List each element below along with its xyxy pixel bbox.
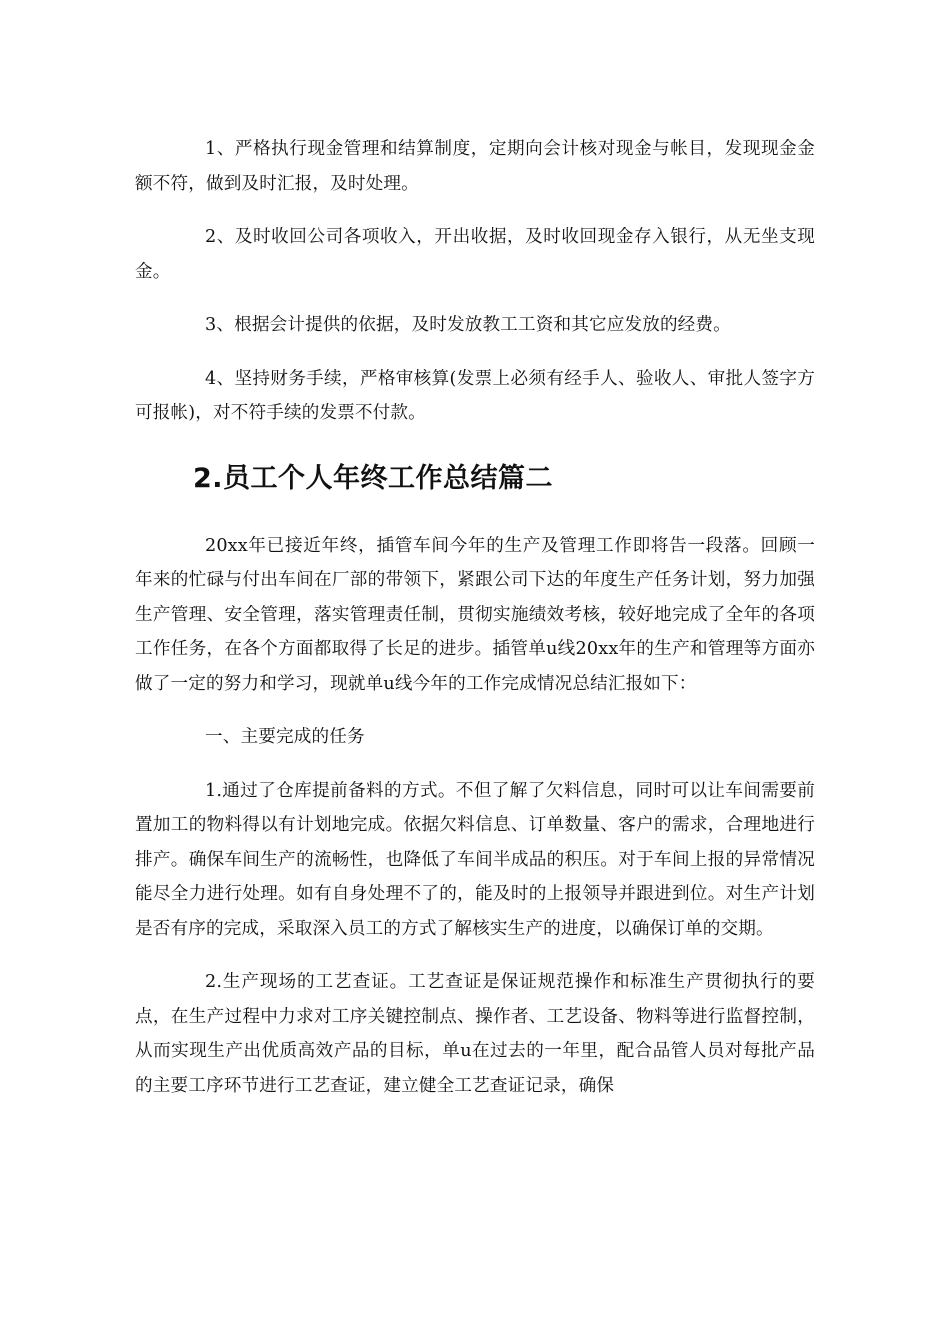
- paragraph-pay-wages: 3、根据会计提供的依据，及时发放教工工资和其它应发放的经费。: [205, 315, 731, 335]
- paragraph-collect-income: 2、及时收回公司各项收入，开出收据，及时收回现金存入银行，从无坐支现金。: [135, 227, 815, 282]
- paragraph-process-verification: 2.生产现场的工艺查证。工艺查证是保证规范操作和标准生产贯彻执行的要点，在生产过程中力求对工序关键控制点、操作者、工艺设备、物料等进行监督控制，从而实现生产出优质高效产品的目标，单u在过去的一年里，配合品管人员对每批产品的主要工序环节进行工艺查证，建立健全工艺查证记录，确保: [135, 972, 815, 1096]
- paragraph-cash-management: 1、严格执行现金管理和结算制度，定期向会计核对现金与帐目，发现现金金额不符，做到及时汇报，及时处理。: [135, 139, 815, 194]
- paragraph-financial-procedures: 4、坚持财务手续，严格审核算(发票上必须有经手人、验收人、审批人签字方可报帐)，对不符手续的发票不付款。: [135, 368, 815, 423]
- section-heading: 2.员工个人年终工作总结篇二: [193, 462, 554, 494]
- paragraph-warehouse-prep: 1.通过了仓库提前备料的方式。不但了解了欠料信息，同时可以让车间需要前置加工的物料得以有计划地完成。依据欠料信息、订单数量、客户的需求，合理地进行排产。确保车间生产的流畅性，也降低了车间半成品的积压。对于车间上报的异常情况能尽全力进行处理。如有自身处理不了的，能及时的上报领导并跟进到位。对生产计划是否有序的完成，采取深入员工的方式了解核实生产的进度，以确保订单的交期。: [135, 780, 815, 939]
- document-body: [135, 132, 815, 1103]
- paragraph-main-tasks-title: 一、主要完成的任务: [205, 727, 365, 747]
- paragraph-year-overview: 20xx年已接近年终，插管车间今年的生产及管理工作即将告一段落。回顾一年来的忙碌与付出车间在厂部的带领下，紧跟公司下达的年度生产任务计划，努力加强生产管理、安全管理，落实管理责任制，贯彻实施绩效考核，较好地完成了全年的各项工作任务，在各个方面都取得了长足的进步。插管单u线20xx年的生产和管理等方面亦做了一定的努力和学习，现就单u线今年的工作完成情况总结汇报如下：: [135, 535, 815, 694]
